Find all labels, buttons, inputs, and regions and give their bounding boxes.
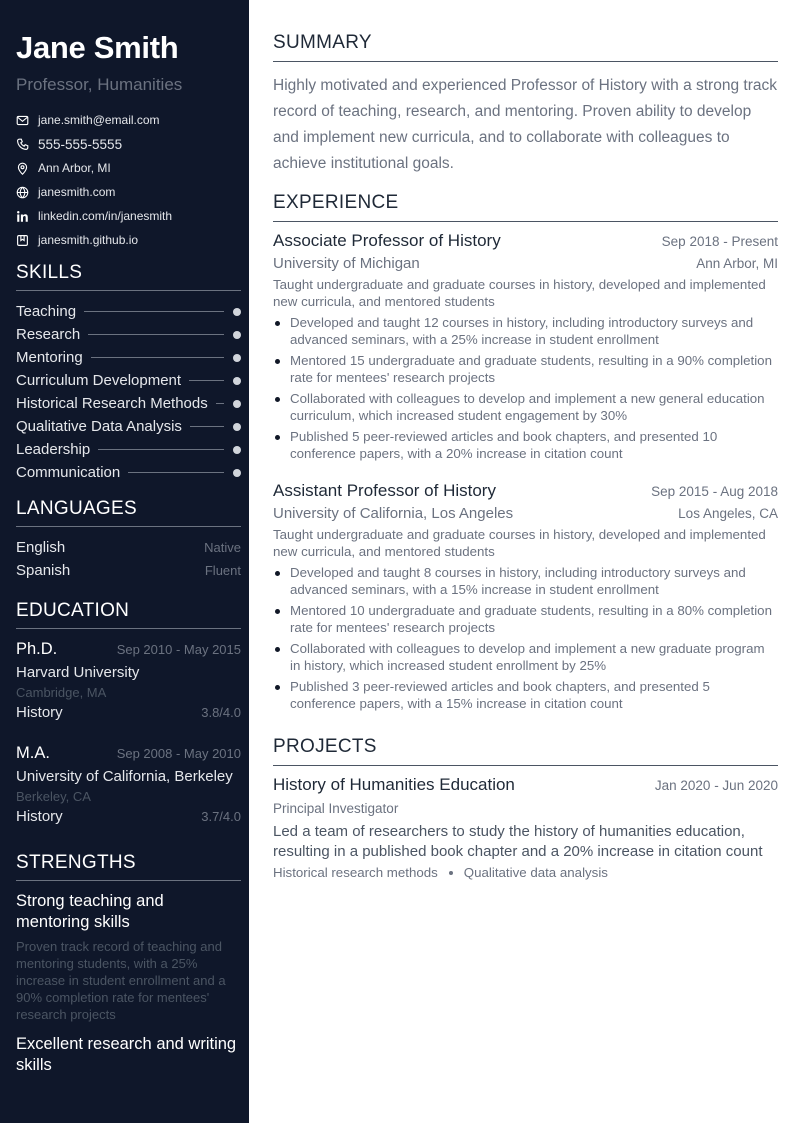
skill-label: Research xyxy=(16,326,81,343)
job-bullet xyxy=(273,640,778,674)
education-entry xyxy=(16,640,241,721)
skill-dot-icon xyxy=(233,331,241,339)
projects-heading: PROJECTS xyxy=(273,736,778,766)
job-bullet xyxy=(273,352,778,386)
skill-leader-line xyxy=(189,380,224,381)
skills-heading: SKILLS xyxy=(16,262,241,291)
experience-entry xyxy=(273,231,778,466)
contact-location-text: Ann Arbor, MI xyxy=(38,161,111,175)
bookmark-icon xyxy=(16,234,29,247)
project-role: Principal Investigator xyxy=(273,801,399,816)
bullet-icon xyxy=(275,609,280,614)
project-title: History of Humanities Education xyxy=(273,775,515,794)
job-title: Assistant Professor of History xyxy=(273,481,496,500)
education-field: History xyxy=(16,808,63,825)
language-level: Native xyxy=(204,540,241,555)
strength-description: Proven track record of teaching and mentoring students, with a 25% increase in student enrollment and a 90% completion rate for mentees' research projects xyxy=(16,939,226,1022)
job-dates: Sep 2015 - Aug 2018 xyxy=(651,484,778,499)
skill-leader-line xyxy=(88,334,224,335)
language-item xyxy=(16,559,241,582)
job-bullet-text: Collaborated with colleagues to develop and implement a new general education curriculum, which increased student engagement by 30% xyxy=(290,391,765,423)
job-bullet xyxy=(273,390,778,424)
language-level: Fluent xyxy=(204,563,241,578)
skill-item xyxy=(16,323,241,346)
bullet-icon xyxy=(275,685,280,690)
skill-item xyxy=(16,438,241,461)
experience-heading: EXPERIENCE xyxy=(273,192,778,222)
project-keyword: Historical research methods xyxy=(273,865,438,880)
strength-title: Excellent research and writing skills xyxy=(16,1035,237,1074)
skill-label: Teaching xyxy=(16,303,77,320)
job-bullet xyxy=(273,428,778,462)
job-bullet-text: Collaborated with colleagues to develop and implement a new graduate program in history, which increased student enrollment by 25% xyxy=(290,641,765,673)
job-bullets xyxy=(273,314,778,462)
job-description: Taught undergraduate and graduate courses in history, developed and implemented new curricula, and mentored students xyxy=(273,277,766,309)
job-bullets xyxy=(273,564,778,712)
education-gpa: 3.8/4.0 xyxy=(201,705,241,720)
strength-item xyxy=(16,1034,241,1076)
job-bullet-text: Published 3 peer-reviewed articles and book chapters, and presented 5 conference papers, with a 15% increase in citation count xyxy=(290,679,710,711)
strength-item xyxy=(16,891,241,1023)
skill-item xyxy=(16,346,241,369)
skill-item xyxy=(16,369,241,392)
contact-github-text: janesmith.github.io xyxy=(38,233,139,247)
job-location: Los Angeles, CA xyxy=(678,506,778,521)
keyword-separator-icon xyxy=(449,871,453,875)
education-dates: Sep 2008 - May 2010 xyxy=(116,746,241,761)
skill-label: Leadership xyxy=(16,441,91,458)
skill-label: Qualitative Data Analysis xyxy=(16,418,182,435)
bullet-icon xyxy=(275,359,280,364)
skill-dot-icon xyxy=(233,446,241,454)
skill-label: Curriculum Development xyxy=(16,372,182,389)
education-location: Berkeley, CA xyxy=(16,789,91,804)
language-item xyxy=(16,536,241,559)
job-bullet-text: Mentored 10 undergraduate and graduate students, resulting in a 80% completion rate for mentees' research projects xyxy=(290,603,772,635)
contact-phone-text: 555-555-5555 xyxy=(38,136,123,152)
contact-list xyxy=(16,108,241,252)
education-degree: M.A. xyxy=(16,744,50,762)
job-bullet-text: Published 5 peer-reviewed articles and book chapters, and presented 10 conference papers, with a 20% increase in citation count xyxy=(290,429,718,461)
job-bullet xyxy=(273,678,778,712)
language-name: Spanish xyxy=(16,562,71,579)
skill-item xyxy=(16,300,241,323)
language-name: English xyxy=(16,539,66,556)
education-school: Harvard University xyxy=(16,664,140,681)
education-gpa: 3.7/4.0 xyxy=(201,809,241,824)
contact-email-text: jane.smith@email.com xyxy=(38,113,160,127)
skill-dot-icon xyxy=(233,400,241,408)
mail-icon xyxy=(16,114,29,127)
skill-dot-icon xyxy=(233,377,241,385)
skill-leader-line xyxy=(98,449,224,450)
bullet-icon xyxy=(275,647,280,652)
candidate-name: Jane Smith xyxy=(16,30,179,65)
map-pin-icon xyxy=(16,162,29,175)
education-heading: EDUCATION xyxy=(16,600,241,629)
contact-linkedin[interactable] xyxy=(16,204,241,228)
contact-github[interactable] xyxy=(16,228,241,252)
languages-list xyxy=(16,536,241,582)
linkedin-icon xyxy=(16,210,29,223)
contact-website-text: janesmith.com xyxy=(38,185,116,199)
job-bullet-text: Mentored 15 undergraduate and graduate students, resulting in a 90% completion rate for mentees' research projects xyxy=(290,353,772,385)
job-bullet xyxy=(273,314,778,348)
education-dates: Sep 2010 - May 2015 xyxy=(116,642,241,657)
education-degree: Ph.D. xyxy=(16,640,58,658)
languages-heading: LANGUAGES xyxy=(16,498,241,527)
summary-heading: SUMMARY xyxy=(273,32,778,62)
skills-list xyxy=(16,300,241,484)
job-organization: University of California, Los Angeles xyxy=(273,505,514,522)
experience-entry xyxy=(273,481,778,716)
candidate-title: Professor, Humanities xyxy=(16,75,183,94)
job-title: Associate Professor of History xyxy=(273,231,501,250)
summary-text: Highly motivated and experienced Professor of History with a strong track record of teaching, research, and mentoring. Proven ability to develop and implement new curricula, and to collaborate with colleagues to achieve institutional goals. xyxy=(273,77,777,172)
job-bullet xyxy=(273,564,778,598)
contact-location xyxy=(16,156,241,180)
education-school: University of California, Berkeley xyxy=(16,768,233,785)
education-entry xyxy=(16,744,241,825)
strengths-heading: STRENGTHS xyxy=(16,852,241,881)
skill-label: Mentoring xyxy=(16,349,83,366)
skill-label: Communication xyxy=(16,464,121,481)
project-description: Led a team of researchers to study the history of humanities education, resulting in a published book chapter and a 20% increase in citation count xyxy=(273,823,763,860)
contact-website[interactable] xyxy=(16,180,241,204)
project-keywords xyxy=(273,865,778,880)
project-keyword: Qualitative data analysis xyxy=(463,865,608,880)
skill-leader-line xyxy=(216,403,224,404)
phone-icon xyxy=(16,138,29,151)
skill-dot-icon xyxy=(233,308,241,316)
bullet-icon xyxy=(275,321,280,326)
job-bullet xyxy=(273,602,778,636)
job-dates: Sep 2018 - Present xyxy=(661,234,778,249)
skill-dot-icon xyxy=(233,469,241,477)
skill-item xyxy=(16,392,241,415)
project-dates: Jan 2020 - Jun 2020 xyxy=(654,778,778,793)
skill-leader-line xyxy=(91,357,224,358)
education-field: History xyxy=(16,704,63,721)
skill-leader-line xyxy=(84,311,224,312)
job-description: Taught undergraduate and graduate courses in history, developed and implemented new curricula, and mentored students xyxy=(273,527,766,559)
job-bullet-text: Developed and taught 8 courses in history, including introductory surveys and advanced seminars, with a 15% increase in student enrollment xyxy=(290,565,746,597)
education-location: Cambridge, MA xyxy=(16,685,107,700)
bullet-icon xyxy=(275,571,280,576)
bullet-icon xyxy=(275,435,280,440)
contact-phone[interactable] xyxy=(16,132,241,156)
skill-leader-line xyxy=(190,426,224,427)
project-entry xyxy=(273,775,778,880)
skill-dot-icon xyxy=(233,423,241,431)
sidebar xyxy=(0,0,249,1123)
contact-email[interactable] xyxy=(16,108,241,132)
job-location: Ann Arbor, MI xyxy=(696,256,778,271)
bullet-icon xyxy=(275,397,280,402)
skill-item xyxy=(16,461,241,484)
skill-item xyxy=(16,415,241,438)
skill-leader-line xyxy=(128,472,224,473)
job-bullet-text: Developed and taught 12 courses in history, including introductory surveys and advanced seminars, with a 25% increase in student enrollment xyxy=(290,315,754,347)
globe-icon xyxy=(16,186,29,199)
skill-dot-icon xyxy=(233,354,241,362)
skill-label: Historical Research Methods xyxy=(16,395,208,412)
strength-title: Strong teaching and mentoring skills xyxy=(16,892,164,931)
contact-linkedin-text: linkedin.com/in/janesmith xyxy=(38,209,173,223)
job-organization: University of Michigan xyxy=(273,255,420,272)
